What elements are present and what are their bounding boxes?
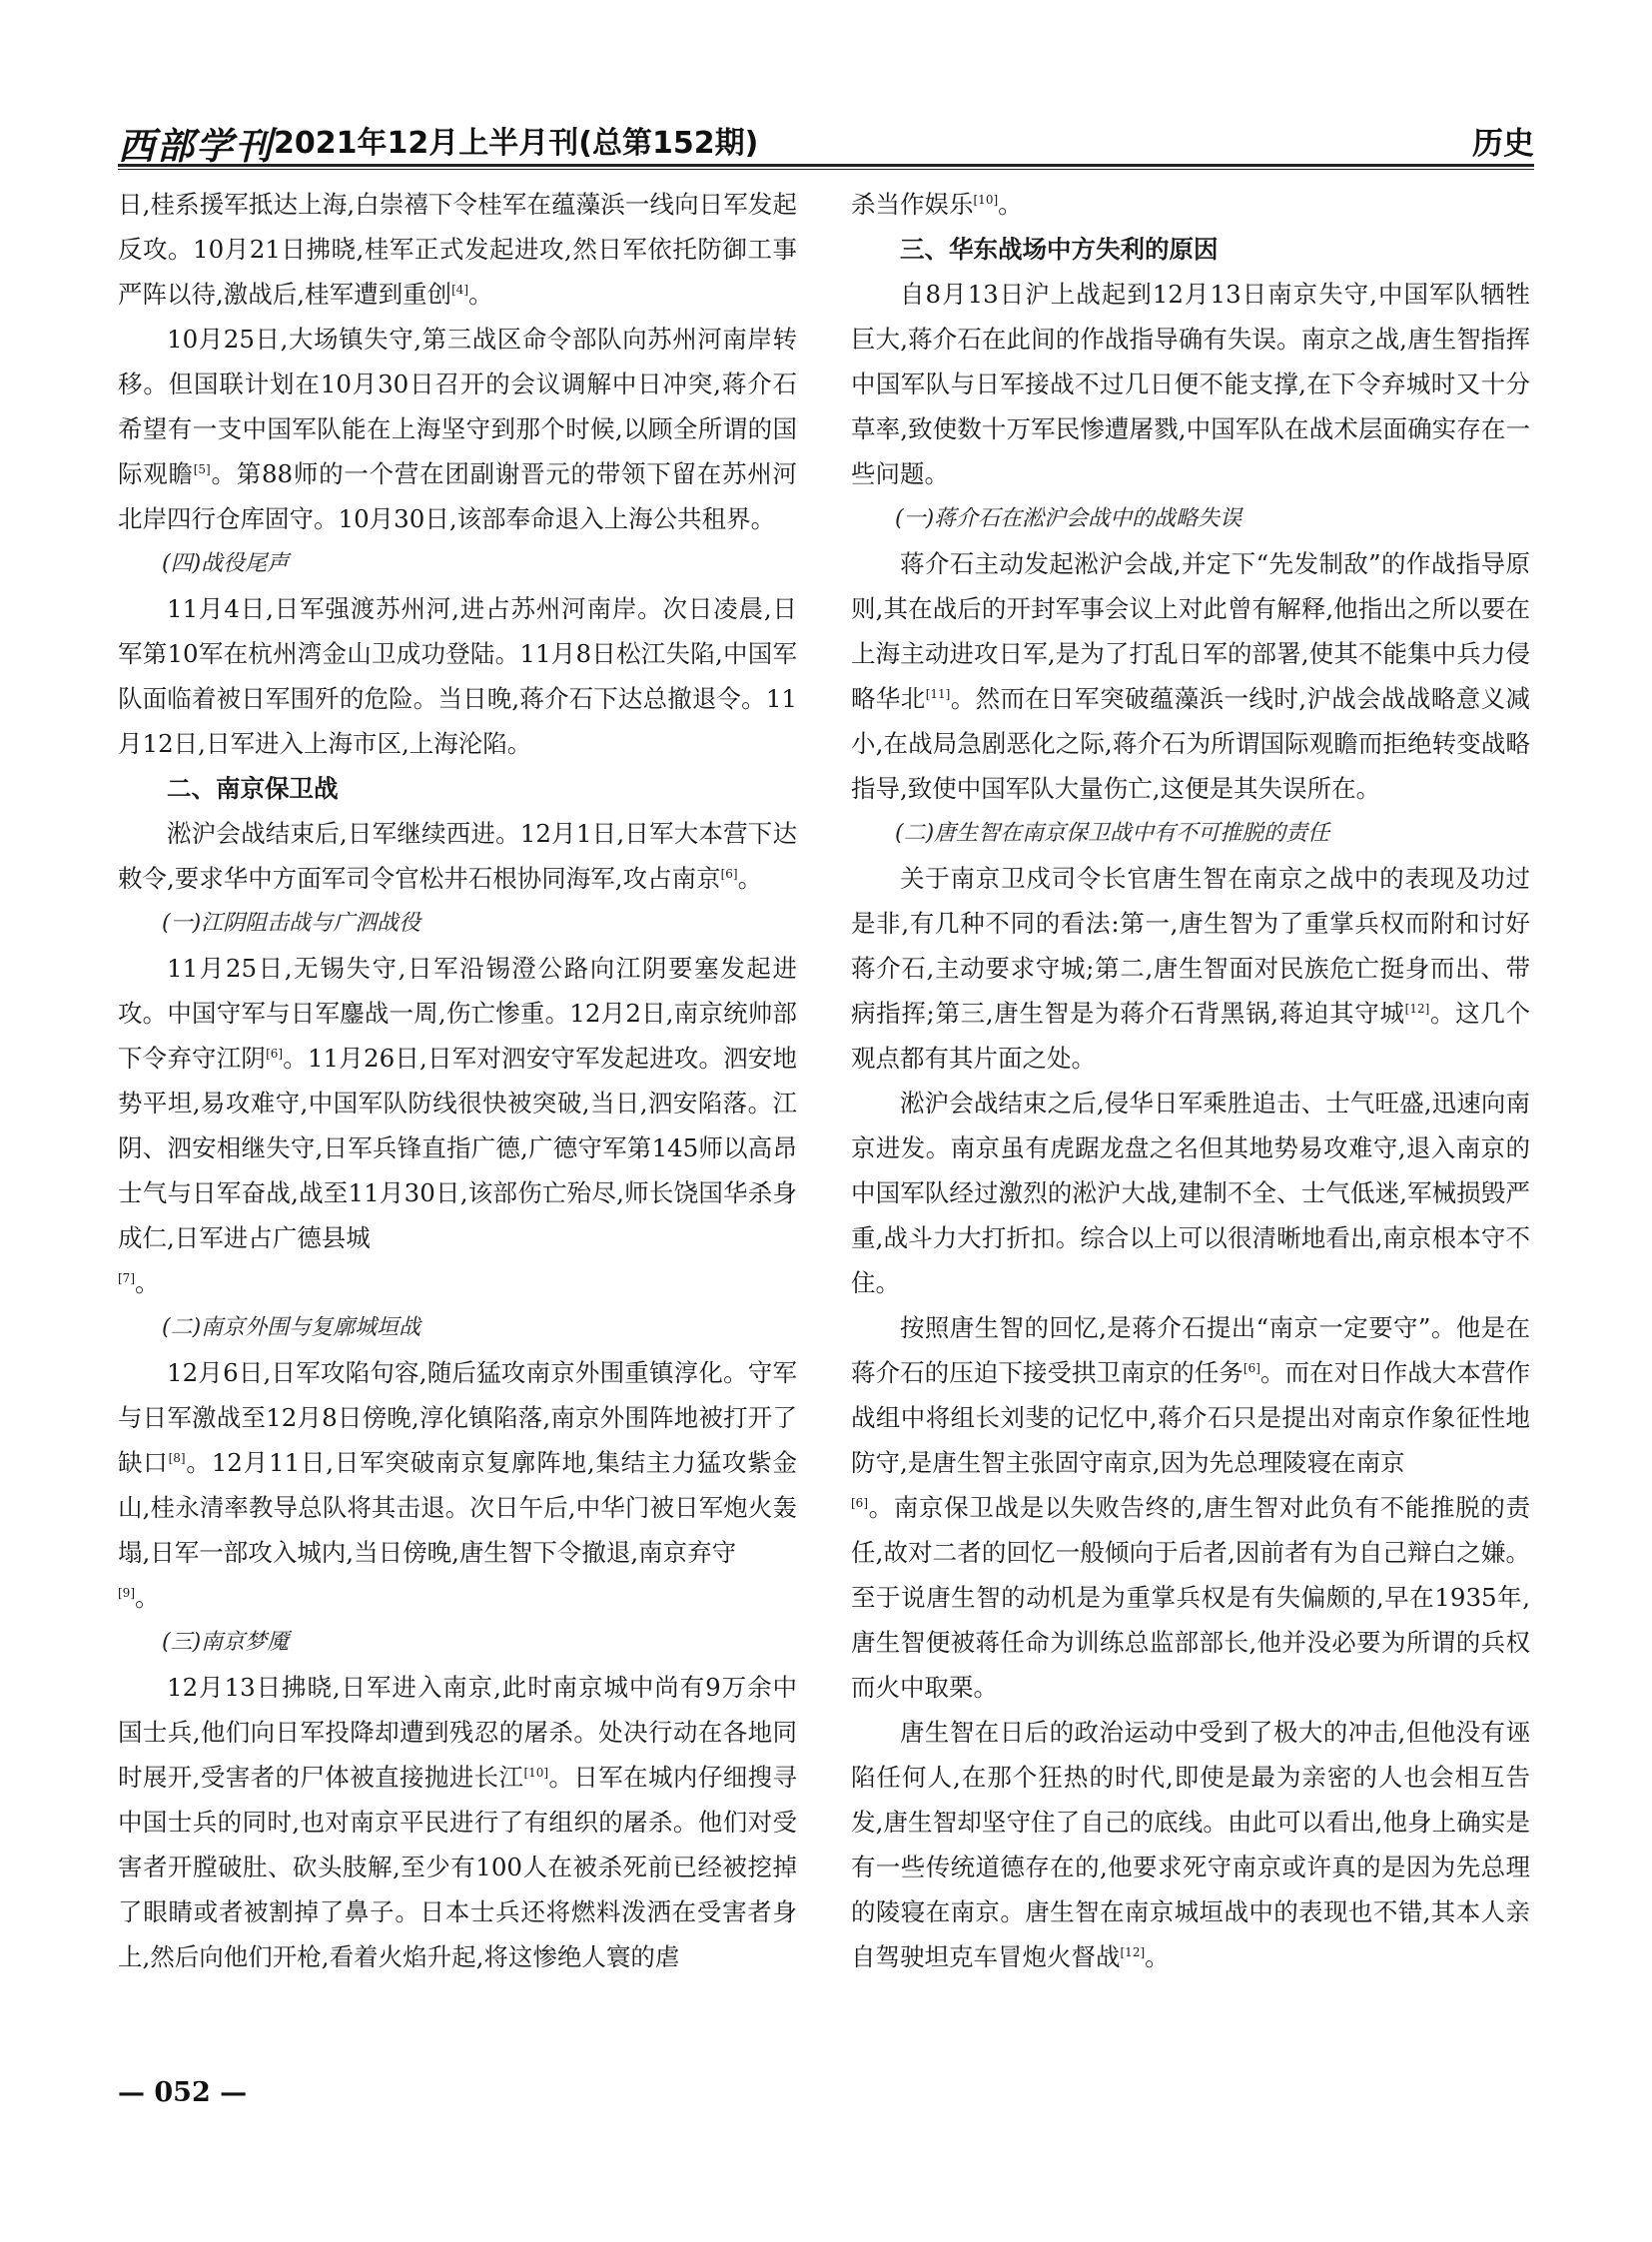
issue-info: 2021年12月上半月刊(总第152期) (274, 126, 759, 161)
paragraph-text: 12月13日拂晓,日军进入南京,此时南京城中尚有9万余中国士兵,他们向日军投降却遭到残忍的屠杀。处决行动在各地同时展开,受害者的尸体被直接抛进长江 (118, 1673, 797, 1792)
paragraph (118, 946, 797, 1260)
citation-ref: [12] (1404, 1001, 1430, 1016)
citation-ref: [6] (1242, 1360, 1260, 1375)
paragraph (851, 182, 1530, 227)
paragraph-tail: 。 (1145, 1942, 1170, 1971)
section-heading: 三、华东战场中方失利的原因 (900, 235, 1219, 264)
paragraph (851, 1485, 1530, 1710)
page-number: — 052 — (118, 2077, 248, 2108)
paragraph (851, 856, 1530, 1081)
paragraph-tail: 。而在对日作战大本营作战组中将组长刘斐的记忆中,蒋介石只是提出对南京作象征性地防守,是唐生智主张固守南京,因为先总理陵寝在南京 (851, 1358, 1530, 1477)
paragraph-tail: 。日军在城内仔细搜寻中国士兵的同时,也对南京平民进行了有组织的屠杀。他们对受害者开膛破肚、砍头肢解,至少有100人在被杀死前已经被挖掉了眼睛或者被割掉了鼻子。日本士兵还将燃料泼洒在受害者身上,然后向他们开枪,看着火焰升起,将这惨绝人寰的虐 (118, 1763, 797, 1971)
paragraph-text: 淞沪会战结束后,日军继续西进。12月1日,日军大本营下达敕令,要求华中方面军司令官松井石根协同海军,攻占南京 (118, 819, 797, 893)
paragraph-tail: 。南京保卫战是以失败告终的,唐生智对此负有不能推脱的责任,故对二者的回忆一般倾向于后者,因前者有为自己辩白之嫌。至于说唐生智的动机是为重掌兵权是有失偏颇的,早在1935年,唐生智便被蒋任命为训练总监部部长,他并没必要为所谓的兵权而火中取栗。 (851, 1493, 1530, 1702)
citation-ref: [6] (266, 1046, 284, 1061)
paragraph (118, 811, 797, 901)
paragraph (851, 1305, 1530, 1485)
citation-ref: [10] (523, 1765, 549, 1780)
subsection-heading: (一)江阴阻击战与广泗战役 (162, 911, 421, 936)
paragraph-text: 按照唐生智的回忆,是蒋介石提出“南京一定要守”。他是在蒋介石的压迫下接受拱卫南京的任务 (851, 1313, 1530, 1387)
citation-ref: [6] (851, 1495, 868, 1510)
paragraph-tail: 。 (737, 864, 763, 893)
paragraph-tail: 。 (998, 190, 1023, 219)
paragraph (118, 1665, 797, 1979)
paragraph-text: 12月6日,日军攻陷句容,随后猛攻南京外围重镇淳化。守军与日军激战至12月8日傍晚,淳化镇陷落,南京外围阵地被打开了缺口 (118, 1358, 797, 1477)
citation-ref: [11] (925, 686, 951, 701)
paragraph-tail: 。12月11日,日军突破南京复廓阵地,集结主力猛攻紫金山,桂永清率教导总队将其击退。次日午后,中华门被日军炮火轰塌,日军一部攻入城内,当日傍晚,唐生智下令撤退,南京弃守 (118, 1448, 797, 1567)
paragraph (118, 1575, 797, 1620)
paragraph (851, 1081, 1530, 1305)
citation-ref: [7] (118, 1270, 135, 1285)
subsection-heading: (四)战役尾声 (162, 551, 290, 576)
paragraph-tail: 。11月26日,日军对泗安守军发起进攻。泗安地势平坦,易攻难守,中国军队防线很快被突破,当日,泗安陷落。江阴、泗安相继失守,日军兵锋直指广德,广德守军第145师以高昂士气与日军奋战,战至11月30日,该部伤亡殆尽,师长饶国华杀身成仁,日军进占广德县城 (118, 1044, 797, 1252)
paragraph-tail: 。第88师的一个营在团副谢晋元的带领下留在苏州河北岸四行仓库固守。10月30日,该部奉命退入上海公共租界。 (118, 459, 797, 533)
subsection-heading: (二)唐生智在南京保卫战中有不可推脱的责任 (895, 821, 1330, 846)
paragraph-text: 淞沪会战结束之后,侵华日军乘胜追击、士气旺盛,迅速向南京进发。南京虽有虎踞龙盘之名但其地势易攻难守,退入南京的中国军队经过激烈的淞沪大战,建制不全、士气低迷,军械损毁严重,战斗力大打折扣。综合以上可以很清晰地看出,南京根本守不住。 (851, 1089, 1530, 1297)
paragraph-tail: 。 (135, 1583, 160, 1612)
paragraph (118, 586, 797, 766)
paragraph-tail: 。这几个观点都有其片面之处。 (851, 999, 1530, 1073)
citation-ref: [4] (451, 282, 469, 297)
header-divider-thin (118, 169, 1534, 170)
paragraph (118, 317, 797, 541)
paragraph-text: 日,桂系援军抵达上海,白崇禧下令桂军在蕴藻浜一线向日军发起反攻。10月21日拂晓,桂军正式发起进攻,然日军依托防御工事严阵以待,激战后,桂军遭到重创 (118, 190, 797, 309)
subsection-heading: (三)南京梦魇 (162, 1630, 290, 1655)
citation-ref: [5] (193, 461, 211, 476)
paragraph-tail: 。 (468, 280, 493, 309)
paragraph-tail: 。 (135, 1268, 160, 1297)
citation-ref: [12] (1120, 1944, 1146, 1959)
citation-ref: [9] (118, 1585, 135, 1600)
left-column (118, 182, 797, 2079)
paragraph-text: 自8月13日沪上战起到12月13日南京失守,中国军队牺牲巨大,蒋介石在此间的作战指导确有失误。南京之战,唐生智指挥中国军队与日军接战不过几日便不能支撑,在下令弃城时又十分草率,致使数十万军民惨遭屠戮,中国军队在战术层面确实存在一些问题。 (851, 280, 1530, 488)
paragraph (118, 1260, 797, 1305)
citation-ref: [6] (720, 866, 738, 881)
page-header (118, 112, 1534, 168)
paragraph-text: 蒋介石主动发起淞沪会战,并定下“先发制敌”的作战指导原则,其在战后的开封军事会议上对此曾有解释,他指出之所以要在上海主动进攻日军,是为了打乱日军的部署,使其不能集中兵力侵略华北 (851, 549, 1530, 713)
right-column (851, 182, 1530, 2079)
paragraph-text: 10月25日,大场镇失守,第三战区命令部队向苏州河南岸转移。但国联计划在10月30日召开的会议调解中日冲突,蒋介石希望有一支中国军队能在上海坚守到那个时候,以顾全所谓的国际观瞻 (118, 325, 797, 488)
citation-ref: [10] (973, 192, 999, 207)
section-label: 历史 (1472, 126, 1534, 162)
paragraph-text: 唐生智在日后的政治运动中受到了极大的冲击,但他没有诬陷任何人,在那个狂热的时代,即使是最为亲密的人也会相互告发,唐生智却坚守住了自己的底线。由此可以看出,他身上确实是有一些传统道德存在的,他要求死守南京或许真的是因为先总理的陵寝在南京。唐生智在南京城垣战中的表现也不错,其本人亲自驾驶坦克车冒炮火督战 (851, 1718, 1530, 1971)
journal-logo: 西部学刊 (118, 124, 274, 168)
paragraph-tail: 。然而在日军突破蕴藻浜一线时,沪战会战战略意义减小,在战局急剧恶化之际,蒋介石为所谓国际观瞻而拒绝转变战略指导,致使中国军队大量伤亡,这便是其失误所在。 (851, 684, 1530, 803)
header-divider (118, 164, 1534, 167)
paragraph-text: 11月25日,无锡失守,日军沿锡澄公路向江阴要塞发起进攻。中国守军与日军鏖战一周,伤亡惨重。12月2日,南京统帅部下令弃守江阴 (118, 954, 797, 1073)
paragraph (118, 182, 797, 317)
paragraph (851, 1710, 1530, 1979)
subsection-heading: (一)蒋介石在淞沪会战中的战略失误 (895, 506, 1242, 531)
paragraph (851, 272, 1530, 496)
paragraph (851, 541, 1530, 811)
citation-ref: [8] (168, 1450, 186, 1465)
paragraph-text: 11月4日,日军强渡苏州河,进占苏州河南岸。次日凌晨,日军第10军在杭州湾金山卫成功登陆。11月8日松江失陷,中国军队面临着被日军围歼的危险。当日晚,蒋介石下达总撤退令。11月12日,日军进入上海市区,上海沦陷。 (118, 594, 797, 758)
subsection-heading: (二)南京外围与复廓城垣战 (162, 1315, 421, 1340)
paragraph-text: 关于南京卫戍司令长官唐生智在南京之战中的表现及功过是非,有几种不同的看法:第一,唐生智为了重掌兵权而附和讨好蒋介石,主动要求守城;第二,唐生智面对民族危亡挺身而出、带病指挥;第三,唐生智是为蒋介石背黑锅,蒋迫其守城 (851, 864, 1530, 1028)
section-heading: 二、南京保卫战 (167, 774, 339, 803)
paragraph (118, 1350, 797, 1575)
paragraph-text: 杀当作娱乐 (851, 190, 974, 219)
